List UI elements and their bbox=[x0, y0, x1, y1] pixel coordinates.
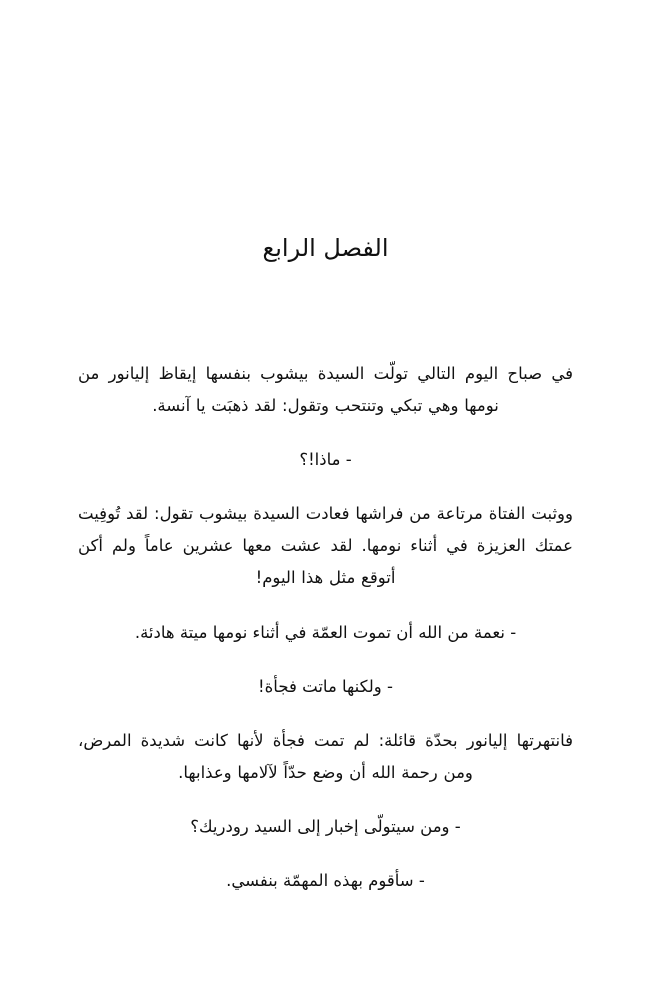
paragraph: فانتهرتها إليانور بحدّة قائلة: لم تمت فجأة لأنها كانت شديدة المرض، ومن رحمة الله أن وضع حدّاً لآلامها وعذابها. bbox=[78, 730, 573, 783]
dialogue-line: - ولكنها ماتت فجأة! bbox=[258, 676, 393, 696]
body-text bbox=[78, 358, 573, 898]
dialogue-line: - ومن سيتولّى إخبار إلى السيد رودريك؟ bbox=[190, 817, 461, 837]
chapter-title: الفصل الرابع bbox=[262, 234, 389, 262]
dialogue-line: - نعمة من الله أن تموت العمّة في أثناء نومها ميتة هادئة. bbox=[134, 622, 517, 642]
dialogue-line: - سأقوم بهذه المهمّة بنفسي. bbox=[226, 871, 425, 891]
dialogue-line: - ماذا!؟ bbox=[299, 449, 352, 469]
paragraph: ووثبت الفتاة مرتاعة من فراشها فعادت السيدة بيشوب تقول: لقد تُوفِيت عمتك العزيزة في أثناء نومها. لقد عشت معها عشرين عاماً ولم أكن أتوقع مثل هذا اليوم! bbox=[78, 504, 573, 588]
paragraph: في صباح اليوم التالي تولّت السيدة بيشوب بنفسها إيقاظ إليانور من نومها وهي تبكي وتنتحب وتقول: لقد ذهبَت يا آنسة. bbox=[78, 363, 573, 415]
